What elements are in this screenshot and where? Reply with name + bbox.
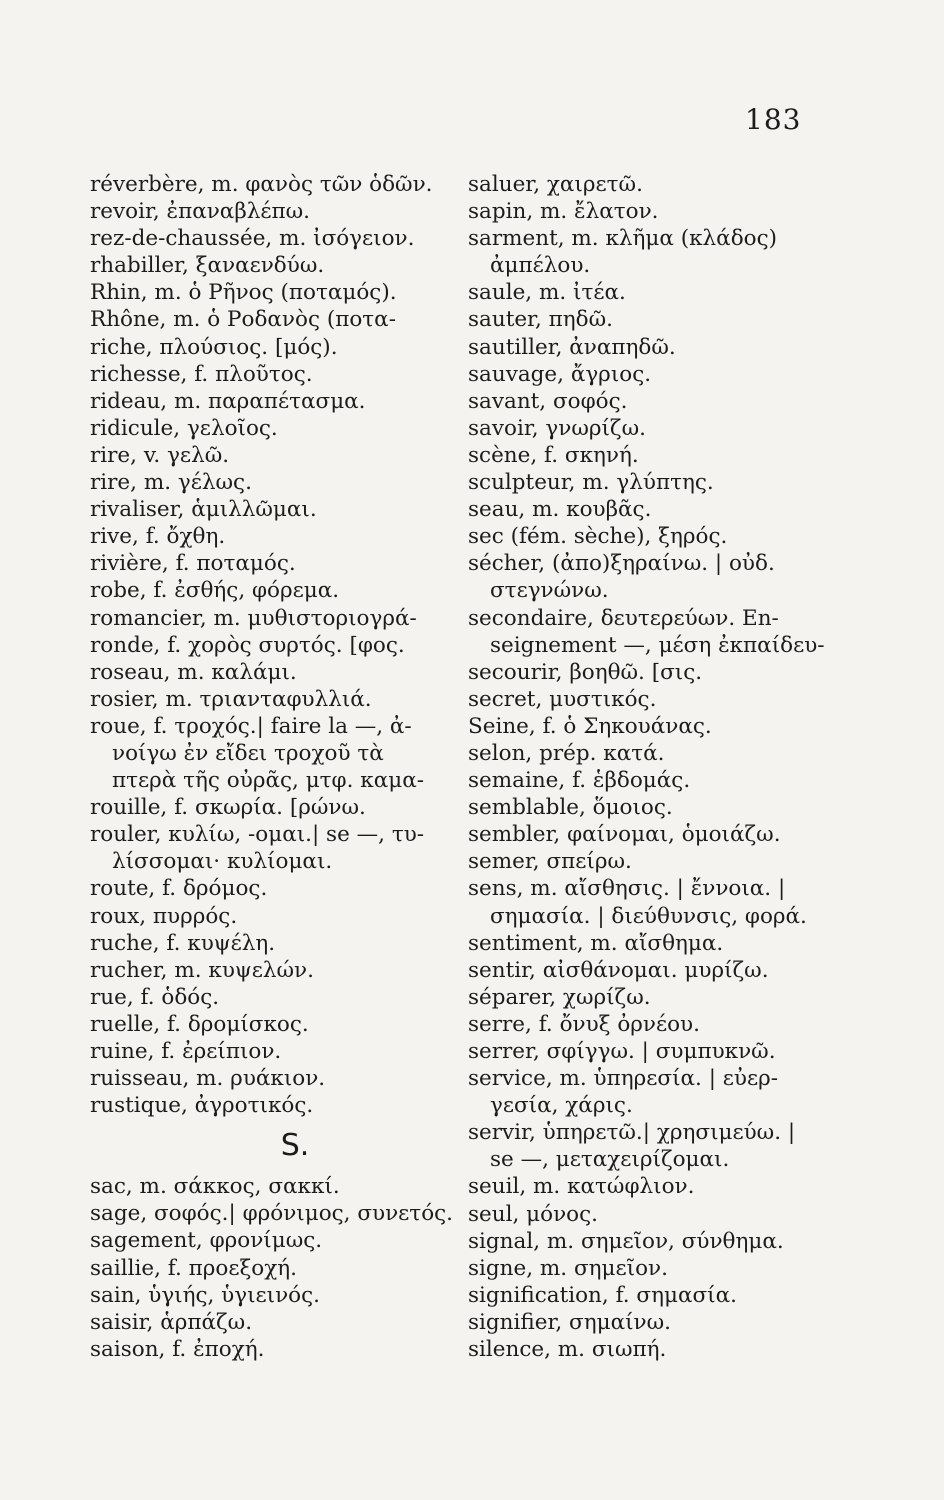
dict-line: semer, σπείρω. (468, 849, 632, 875)
dict-line: saisir, ἁρπάζω. (90, 1309, 253, 1335)
dict-line: sage, σοφός.| φρόνιμος, συνετός. (90, 1201, 454, 1227)
dict-line: Seine, f. ὁ Σηκουάνας. (468, 713, 712, 739)
page-number: 183 (745, 103, 802, 136)
dict-line: sautiller, ἀναπηδῶ. (468, 334, 676, 360)
dict-line: signal, m. σημεῖον, σύνθημα. (468, 1228, 784, 1254)
dict-line: réverbère, m. φανὸς τῶν ὁδῶν. (90, 172, 433, 197)
dict-line: sauvage, ἄγριος. (468, 361, 652, 387)
dict-line: signifier, σημαίνω. (468, 1309, 671, 1335)
dict-line: rhabiller, ξαναενδύω. (90, 253, 325, 279)
dict-line: σημασία. | διεύθυνσις, φορά. (490, 903, 807, 929)
letter-heading: S. (280, 1128, 310, 1164)
dict-line: sentir, αἰσθάνομαι. μυρίζω. (468, 957, 769, 983)
dict-line: sentiment, m. αἴσθημα. (468, 930, 724, 956)
dict-line: robe, f. ἐσθής, φόρεμα. (90, 578, 340, 604)
dict-line: serrer, σφίγγω. | συμπυκνῶ. (468, 1039, 776, 1064)
dict-line: riche, πλούσιος. [μός). (90, 334, 338, 360)
dict-line: scène, f. σκηνή. (468, 442, 639, 468)
dict-line: rire, v. γελῶ. (90, 442, 230, 468)
dict-line: rouille, f. σκωρία. [ρώνω. (90, 795, 366, 821)
dict-line: rivaliser, ἁμιλλῶμαι. (90, 497, 317, 523)
dict-line: service, m. ὑπηρεσία. | εὐερ- (468, 1066, 779, 1092)
dict-line: sculpteur, m. γλύπτης. (468, 470, 714, 496)
dict-line: rucher, m. κυψελών. (90, 957, 314, 983)
dict-line: selon, prép. κατά. (468, 740, 665, 766)
dict-line: rideau, m. παραπέτασμα. (90, 388, 366, 414)
dict-line: serre, f. ὄνυξ ὀρνέου. (468, 1011, 700, 1037)
dict-line: semaine, f. ἑβδομάς. (468, 768, 691, 794)
dict-line: rire, m. γέλως. (90, 470, 252, 496)
dict-line: sain, ὑγιής, ὑγιεινός. (90, 1282, 320, 1308)
dict-line: silence, m. σιωπή. (468, 1337, 667, 1363)
dict-line: ronde, f. χορὸς συρτός. [φος. (90, 632, 405, 658)
dict-line: ruche, f. κυψέλη. (90, 930, 276, 956)
dict-line: rouler, κυλίω, -ομαι.| se —, τυ- (90, 822, 425, 848)
dict-line: seuil, m. κατώφλιον. (468, 1174, 695, 1200)
dict-line: secret, μυστικός. (468, 686, 657, 712)
dict-line: Rhin, m. ὁ Ρῆνος (ποταμός). (90, 280, 397, 306)
dict-line: sapin, m. ἔλατον. (468, 199, 659, 225)
dict-line: secourir, βοηθῶ. [σις. (468, 659, 703, 685)
dict-line: signification, f. σημασία. (468, 1282, 737, 1308)
s-entries (90, 1173, 460, 1363)
dict-line: route, f. δρόμος. (90, 876, 268, 902)
dict-line: ruisseau, m. ρυάκιον. (90, 1066, 326, 1092)
left-column (90, 171, 460, 1363)
r-entries (90, 171, 460, 1119)
dict-line: romancier, m. μυθιστοριογρά- (90, 605, 417, 631)
dict-line: roue, f. τροχός.| faire la —, ἀ- (90, 713, 412, 739)
dict-line: secondaire, δευτερεύων. En- (468, 605, 779, 631)
dict-line: saillie, f. προεξοχή. (90, 1255, 297, 1281)
dict-line: ruelle, f. δρομίσκος. (90, 1011, 309, 1037)
dict-line: sembler, φαίνομαι, ὁμοιάζω. (468, 822, 781, 848)
right-column (468, 171, 848, 1363)
dict-line: richesse, f. πλοῦτος. (90, 361, 313, 387)
dict-line: rivière, f. ποταμός. (90, 551, 296, 577)
dict-line: λίσσομαι· κυλίομαι. (112, 849, 333, 875)
dict-line: Rhône, m. ὁ Ροδανὸς (ποτα- (90, 307, 396, 333)
dict-line: sagement, φρονίμως. (90, 1228, 323, 1254)
dict-line: γεσία, χάρις. (490, 1093, 633, 1119)
dict-line: sauter, πηδῶ. (468, 307, 613, 333)
dict-line: πτερὰ τῆς οὐρᾶς, μτφ. καμα- (112, 768, 424, 794)
dict-line: sens, m. αἴσθησις. | ἔννοια. | (468, 876, 786, 902)
dict-line: seul, μόνος. (468, 1201, 598, 1227)
dict-line: sécher, (ἀπο)ξηραίνω. | οὐδ. (468, 551, 775, 577)
dict-line: νοίγω ἐν εἴδει τροχοῦ τὰ (112, 740, 384, 766)
dict-line: ridicule, γελοῖος. (90, 415, 278, 441)
dict-line: signe, m. σημεῖον. (468, 1255, 668, 1281)
dict-line: seignement —, μέση ἐκπαίδευ- (490, 632, 825, 658)
dict-line: ruine, f. ἐρείπιον. (90, 1039, 282, 1064)
dict-line: sac, m. σάκκος, σακκί. (90, 1174, 340, 1200)
dict-line: revoir, ἐπαναβλέπω. (90, 199, 311, 225)
dict-line: semblable, ὅμοιος. (468, 795, 673, 821)
dict-line: rustique, ἀγροτικός. (90, 1093, 314, 1119)
dict-line: savoir, γνωρίζω. (468, 415, 646, 441)
dict-line: ἀμπέλου. (490, 253, 591, 279)
dict-line: rez-de-chaussée, m. ἰσόγειον. (90, 226, 415, 252)
dict-line: στεγνώνω. (490, 578, 609, 604)
dict-line: sarment, m. κλῆμα (κλάδος) (468, 226, 778, 252)
dict-line: saison, f. ἐποχή. (90, 1336, 265, 1362)
dict-line: roseau, m. καλάμι. (90, 659, 297, 685)
dict-line: rive, f. ὄχθη. (90, 524, 226, 550)
dict-line: sec (fém. sèche), ξηρός. (468, 524, 728, 550)
dict-line: se —, μεταχειρίζομαι. (490, 1147, 730, 1173)
dict-line: seau, m. κουβᾶς. (468, 497, 652, 523)
dict-line: saluer, χαιρετῶ. (468, 172, 643, 197)
dict-line: servir, ὑπηρετῶ.| χρησιμεύω. | (468, 1120, 796, 1146)
dict-line: saule, m. ἰτέα. (468, 280, 626, 306)
dict-line: roux, πυρρός. (90, 903, 238, 929)
dict-line: savant, σοφός. (468, 388, 628, 414)
dict-line: séparer, χωρίζω. (468, 984, 651, 1010)
dict-line: rue, f. ὁδός. (90, 984, 220, 1010)
dict-line: rosier, m. τριανταφυλλιά. (90, 686, 372, 712)
